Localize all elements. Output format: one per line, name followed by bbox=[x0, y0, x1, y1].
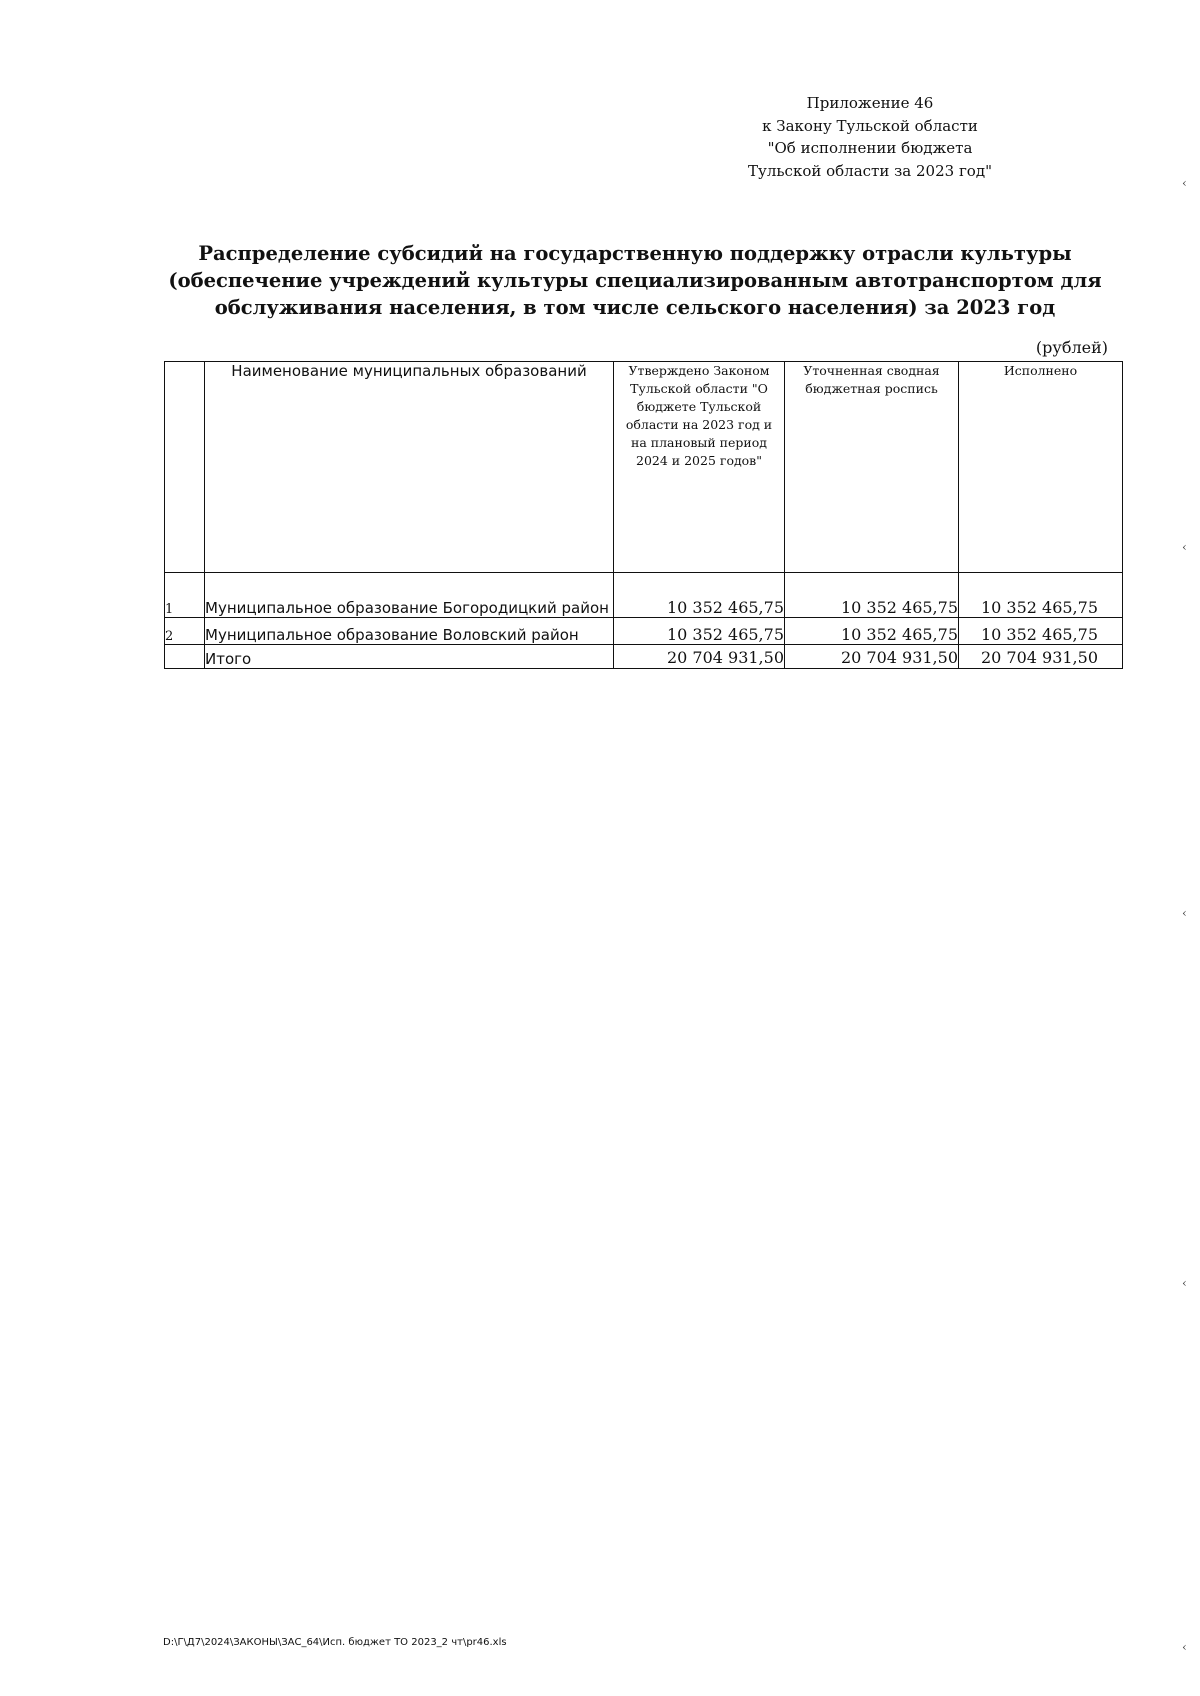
total-number bbox=[165, 645, 205, 669]
scan-edge-mark: ‹ bbox=[1182, 540, 1187, 554]
footer-file-path: D:\Г\Д7\2024\ЗАКОНЫ\ЗАС_64\Исп. бюджет ТО 2023_2 чт\pr46.xls bbox=[163, 1637, 507, 1648]
scan-edge-mark: ‹ bbox=[1182, 906, 1187, 920]
appendix-line: Тульской области за 2023 год" bbox=[748, 161, 992, 180]
total-refined: 20 704 931,50 bbox=[785, 645, 959, 669]
row-executed: 10 352 465,75 bbox=[959, 573, 1123, 618]
table-row bbox=[165, 618, 1123, 645]
row-approved: 10 352 465,75 bbox=[614, 618, 785, 645]
header-approved bbox=[614, 362, 785, 573]
header-executed bbox=[959, 362, 1123, 573]
row-number: 1 bbox=[165, 573, 205, 618]
subsidy-table bbox=[164, 361, 1123, 669]
row-refined: 10 352 465,75 bbox=[785, 618, 959, 645]
appendix-line: "Об исполнении бюджета bbox=[767, 139, 973, 157]
scan-edge-mark: ‹ bbox=[1182, 1276, 1187, 1290]
header-refined-text: Уточненная сводная бюджетная роспись bbox=[803, 363, 940, 396]
row-approved: 10 352 465,75 bbox=[614, 573, 785, 618]
row-name: Муниципальное образование Богородицкий район bbox=[205, 573, 614, 618]
total-executed: 20 704 931,50 bbox=[959, 645, 1123, 669]
appendix-line: Приложение 46 bbox=[806, 94, 934, 112]
row-number: 2 bbox=[165, 618, 205, 645]
total-label: Итого bbox=[205, 645, 614, 669]
row-executed: 10 352 465,75 bbox=[959, 618, 1123, 645]
appendix-header bbox=[700, 92, 1040, 182]
row-name: Муниципальное образование Воловский район bbox=[205, 618, 614, 645]
units-label: (рублей) bbox=[1035, 338, 1108, 357]
scan-edge-mark: ‹ bbox=[1182, 176, 1187, 190]
appendix-line: к Закону Тульской области bbox=[762, 116, 978, 135]
header-approved-text: Утверждено Законом Тульской области "О бюджете Тульской области на 2023 год и на плановый период 2024 и 2025 годов" bbox=[625, 363, 773, 468]
table-total-row bbox=[165, 645, 1123, 669]
header-number bbox=[165, 362, 205, 573]
header-executed-text: Исполнено bbox=[1003, 363, 1078, 378]
table-row bbox=[165, 573, 1123, 618]
table-header-row bbox=[165, 362, 1123, 573]
total-approved: 20 704 931,50 bbox=[614, 645, 785, 669]
row-refined: 10 352 465,75 bbox=[785, 573, 959, 618]
scan-edge-mark: ‹ bbox=[1182, 1640, 1187, 1654]
header-name: Наименование муниципальных образований bbox=[205, 362, 614, 573]
document-title: Распределение субсидий на государственную поддержку отрасли культуры (обеспечение учреждений культуры специализированным автотранспортом для обслуживания населения, в том числе сельского населения) за 2023 год bbox=[168, 242, 1102, 319]
header-refined bbox=[785, 362, 959, 573]
